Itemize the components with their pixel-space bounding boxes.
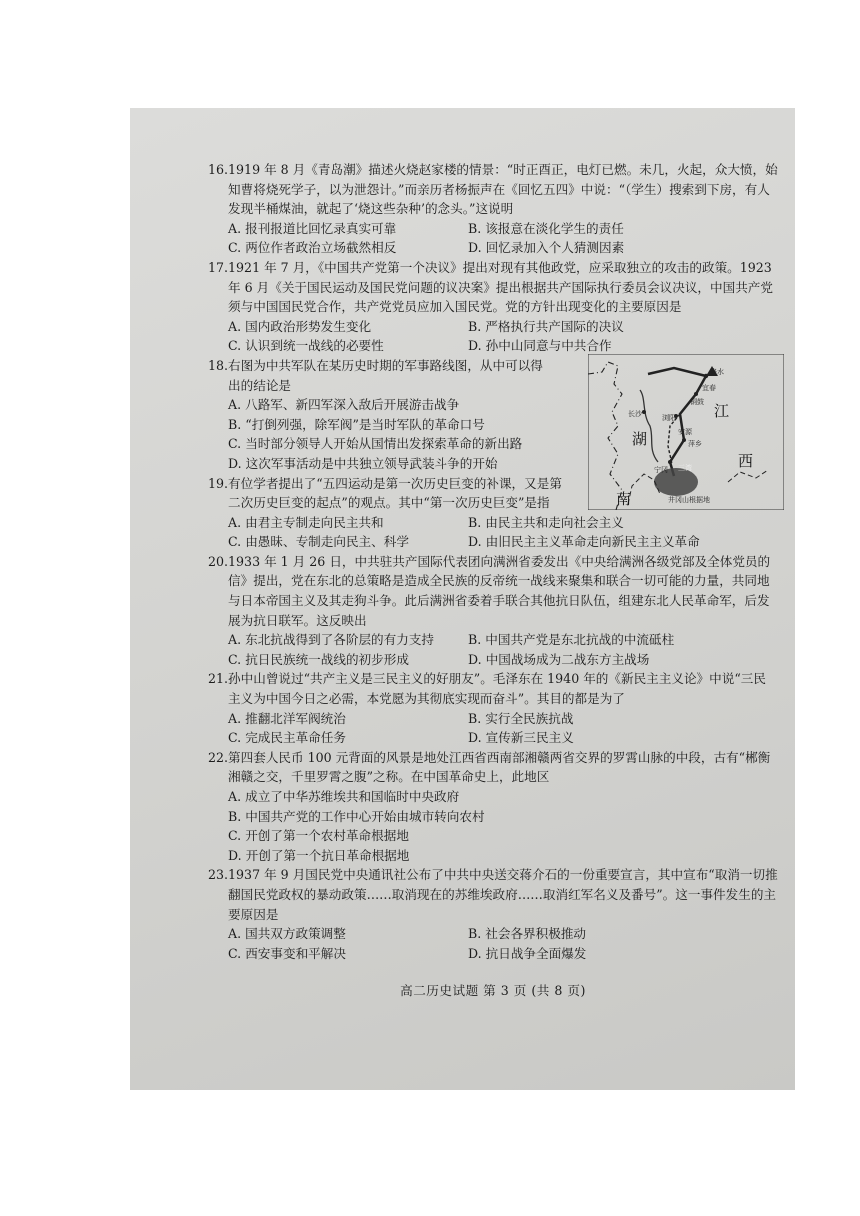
military-route-map [588,354,784,510]
question-number: 22. [208,749,229,765]
option-c: C. 抗日民族统一战线的初步形成 [228,651,409,667]
map-label-jiang: 江 [714,401,730,420]
question-stem: 1919 年 8 月《青岛潮》描述火烧赵家楼的情景：“时正酉正，电灯已燃。未几，火起，众大愤，始知曹将烧死学子，以为泄怨计。”而亲历者杨振声在《回忆五四》中说：“（学生）搜索到下房，有人发现半桶煤油，就起了‘烧这些杂种’的念头。”这说明 [228,162,778,217]
question-stem: 1937 年 9 月国民党中央通讯社公布了中共中央送交蒋介石的一份重要宣言，其中宣布“取消一切推翻国民党政权的暴动政策……取消现在的苏维埃政府……取消红军名义及番号”。这一事件发生的主要原因是 [228,867,778,922]
question-stem: 右图为中共军队在某历史时期的军事路线图，从中可以得出的结论是 [228,357,543,393]
question-number: 21. [208,671,229,687]
option-a: A. 推翻北洋军阀统治 [228,710,346,726]
map-label-sanwan: 三湾 [678,463,692,472]
exam-content [208,160,778,1001]
option-a: A. 国内政治形势发生变化 [228,318,372,334]
option-c: C. 开创了第一个农村革命根据地 [228,828,409,844]
map-label-jinggangshan: 井冈山根据地 [668,495,710,504]
map-label-changsha: 长沙 [628,409,642,418]
question-number: 18. [208,357,229,373]
question-23 [208,865,778,963]
question-22 [208,748,778,866]
option-c: C. 由愚昧、专制走向民主、科学 [228,534,409,550]
page-footer: 高二历史试题 第 3 页 (共 8 页) [400,983,586,999]
option-a: A. 报刊报道比回忆录真实可靠 [228,220,397,236]
question-stem: 1921 年 7 月，《中国共产党第一个决议》提出对现有其他政党，应采取独立的攻击的政策。1923 年 6 月《关于国民运动及国民党问题的议决案》提出根据共产国际执行委员会议决议，中国共产党须与中国国民党合作，共产党党员应加入国民党。党的方针出现变化的主要原因是 [228,259,773,315]
option-d: D. 中国战场成为二战东方主战场 [468,651,650,667]
option-d: D. 这次军事活动是中共独立领导武装斗争的开始 [228,455,498,471]
map-label-ninggang: 宁冈 [654,465,668,474]
map-label-anyuan: 安源 [678,427,692,436]
map-label-xi: 西 [738,451,754,470]
map-label-tonggu: 铜鼓 [690,397,704,406]
option-b: B. 由民主共和走向社会主义 [468,514,624,530]
option-d: D. 由旧民主主义革命走向新民主主义革命 [468,534,700,550]
option-c: C. 两位作者政治立场截然相反 [228,240,397,256]
option-b: B. 实行全民族抗战 [468,710,574,726]
option-b: B. 中国共产党是东北抗战的中流砥柱 [468,632,675,648]
map-label-xiushui: 修水 [710,367,724,376]
option-b: B. 该报意在淡化学生的责任 [468,220,624,236]
question-stem: 孙中山曾说过“共产主义是三民主义的好朋友”。毛泽东在 1940 年的《新民主主义论》中说“三民主义为中国今日之必需，本党愿为其彻底实现而奋斗”。其目的都是为了 [228,671,766,707]
exam-paper-photo [130,108,795,1090]
question-17 [208,258,778,356]
map-label-hu: 湖 [632,429,648,448]
option-c: C. 西安事变和平解决 [228,945,346,961]
question-number: 23. [208,867,229,883]
option-a: A. 八路军、新四军深入敌后开展游击战争 [228,397,460,413]
option-c: C. 认识到统一战线的必要性 [228,338,384,354]
option-b: B. 中国共产党的工作中心开始由城市转向农村 [228,808,485,824]
question-number: 17. [208,259,229,275]
option-a: A. 国共双方政策调整 [228,926,346,942]
question-stem: 1933 年 1 月 26 日，中共驻共产国际代表团向满洲省委发出《中央给满洲各级党部及全体党员的信》提出，党在东北的总策略是造成全民族的反帝统一战线来聚集和联合一切可能的力量，共同地与日本帝国主义及其走狗斗争。此后满洲省委着手联合其他抗日队伍，组建东北人民革命军，后发展为抗日联军。这反映出 [228,553,771,628]
question-number: 20. [208,553,229,569]
option-a: A. 东北抗战得到了各阶层的有力支持 [228,632,435,648]
option-d: D. 回忆录加入个人猜测因素 [468,240,625,256]
question-number: 19. [208,475,229,491]
question-number: 16. [208,162,229,177]
question-stem: 第四套人民币 100 元背面的风景是地处江西省西南部湘赣两省交界的罗霄山脉的中段，古有“郴衡湘赣之交，千里罗霄之腹”之称。在中国革命史上，此地区 [228,749,771,785]
question-16 [208,160,778,258]
option-b: B. “打倒列强，除军阀”是当时军队的革命口号 [228,416,485,432]
option-c: C. 完成民主革命任务 [228,730,346,746]
option-d: D. 宣传新三民主义 [468,730,574,746]
option-d: D. 抗日战争全面爆发 [468,945,587,961]
option-d: D. 孙中山同意与中共合作 [468,338,612,354]
option-a: A. 由君主专制走向民主共和 [228,514,384,530]
question-20 [208,552,778,670]
question-21 [208,669,778,747]
map-label-liuyang: 浏阳 [662,413,676,422]
map-label-yichun: 宜春 [702,383,716,392]
option-b: B. 严格执行共产国际的决议 [468,318,624,334]
map-label-pingxiang: 萍乡 [688,439,702,448]
option-c: C. 当时部分领导人开始从国情出发探索革命的新出路 [228,436,523,452]
option-a: A. 成立了中华苏维埃共和国临时中央政府 [228,789,460,804]
option-d: D. 开创了第一个抗日革命根据地 [228,847,410,863]
question-stem: 有位学者提出了“五四运动是第一次历史巨变的补课，又是第二次历史巨变的起点”的观点。其中“第一次历史巨变”是指 [228,475,562,511]
option-b: B. 社会各界积极推动 [468,926,587,942]
map-label-nan: 南 [616,489,632,508]
